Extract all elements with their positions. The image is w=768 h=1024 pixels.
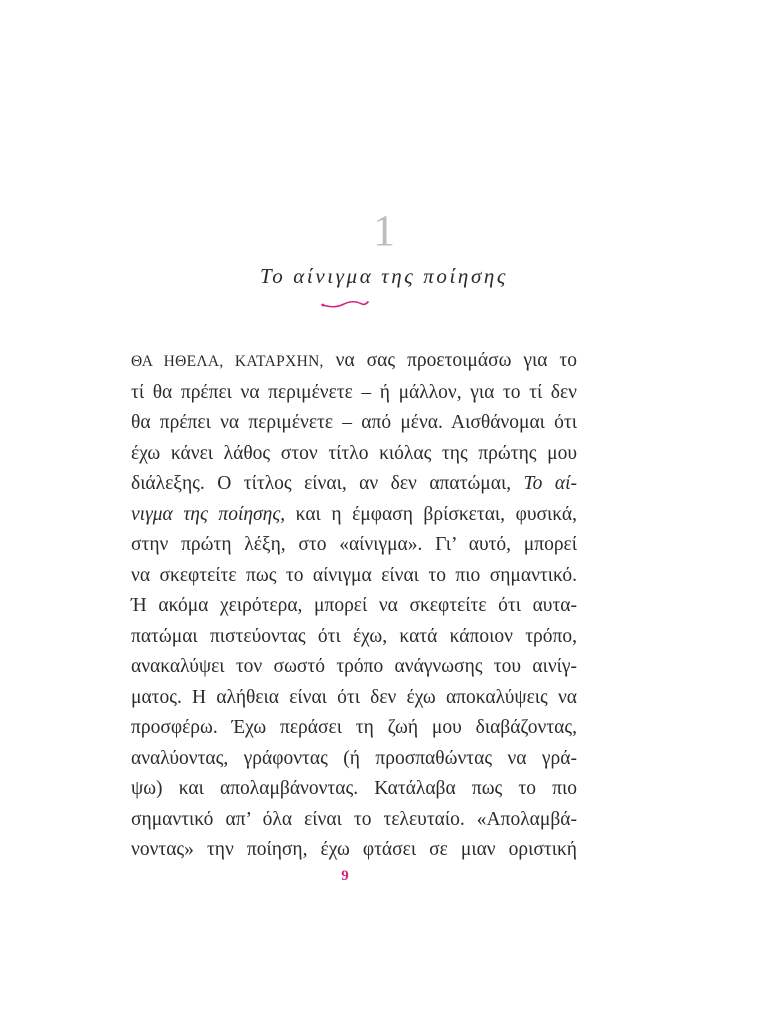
text-line [131,774,577,805]
text-line [131,439,577,470]
line-text: σημαντικό απ’ όλα είναι το τελευταίο. «Απολαμβά- [131,808,577,830]
line-text: να σας προετοιμάσω για το [323,350,577,371]
text-line [131,591,577,622]
text-line [131,713,577,744]
line-text: τί θα πρέπει να περιμένετε – ή μάλλον, για το τί δεν [131,381,577,403]
paragraph-lines [131,346,577,866]
line-text: πατώμαι πιστεύοντας ότι έχω, κατά κάποιον τρόπο, [131,625,577,647]
text-line [131,835,577,866]
text-line [131,652,577,683]
line-text: διάλεξης. Ο τίτλος είναι, αν δεν απατώμαι, [131,473,524,494]
text-line [131,378,577,409]
line-text: Ή ακόμα χειρότερα, μπορεί να σκεφτείτε ότι αυτα- [131,595,577,616]
text-line [131,346,577,378]
small-caps-opening: ΘΑ ΗΘΕΛΑ, ΚΑΤΑΡΧΗΝ, [131,353,324,370]
text-line [131,744,577,775]
italic-title-reference: νιγμα της ποίησης [131,503,281,525]
swash-ornament-icon [320,296,370,312]
italic-title-reference: Το αί- [523,473,577,494]
text-line [131,561,577,592]
page-number: 9 [341,868,349,884]
text-line [131,500,577,531]
text-line [131,530,577,561]
line-text: έχω κάνει λάθος στον τίτλο κιόλας της πρώτης μου [131,442,577,464]
body-paragraph [131,346,577,866]
line-text: θα πρέπει να περιμένετε – από μένα. Αισθάνομαι ότι [131,412,577,433]
text-line [131,683,577,714]
text-line [131,408,577,439]
line-text: προσφέρω. Έχω περάσει τη ζωή μου διαβάζοντας, [131,717,577,738]
line-text: ματος. Η αλήθεια είναι ότι δεν έχω αποκαλύψεις να [131,686,577,708]
chapter-number: 1 [373,206,395,255]
line-text: να σκεφτείτε πως το αίνιγμα είναι το πιο σημαντικό. [131,564,577,586]
line-text: στην πρώτη λέξη, στο «αίνιγμα». Γι’ αυτό, μπορεί [131,534,577,555]
text-line [131,805,577,836]
line-text: , και η έμφαση βρίσκεται, φυσικά, [280,503,577,525]
line-text: αναλύοντας, γράφοντας (ή προσπαθώντας να γρά- [131,747,577,769]
chapter-title: Το αίνιγμα της ποίησης [259,264,509,288]
line-text: νοντας» την ποίηση, έχω φτάσει σε μιαν οριστική [131,839,577,860]
text-line [131,622,577,653]
text-line [131,469,577,500]
line-text: ψω) και απολαμβάνοντας. Κατάλαβα πως το πιο [131,778,577,799]
line-text: ανακαλύψει τον σωστό τρόπο ανάγνωσης του αινίγ- [131,656,577,677]
